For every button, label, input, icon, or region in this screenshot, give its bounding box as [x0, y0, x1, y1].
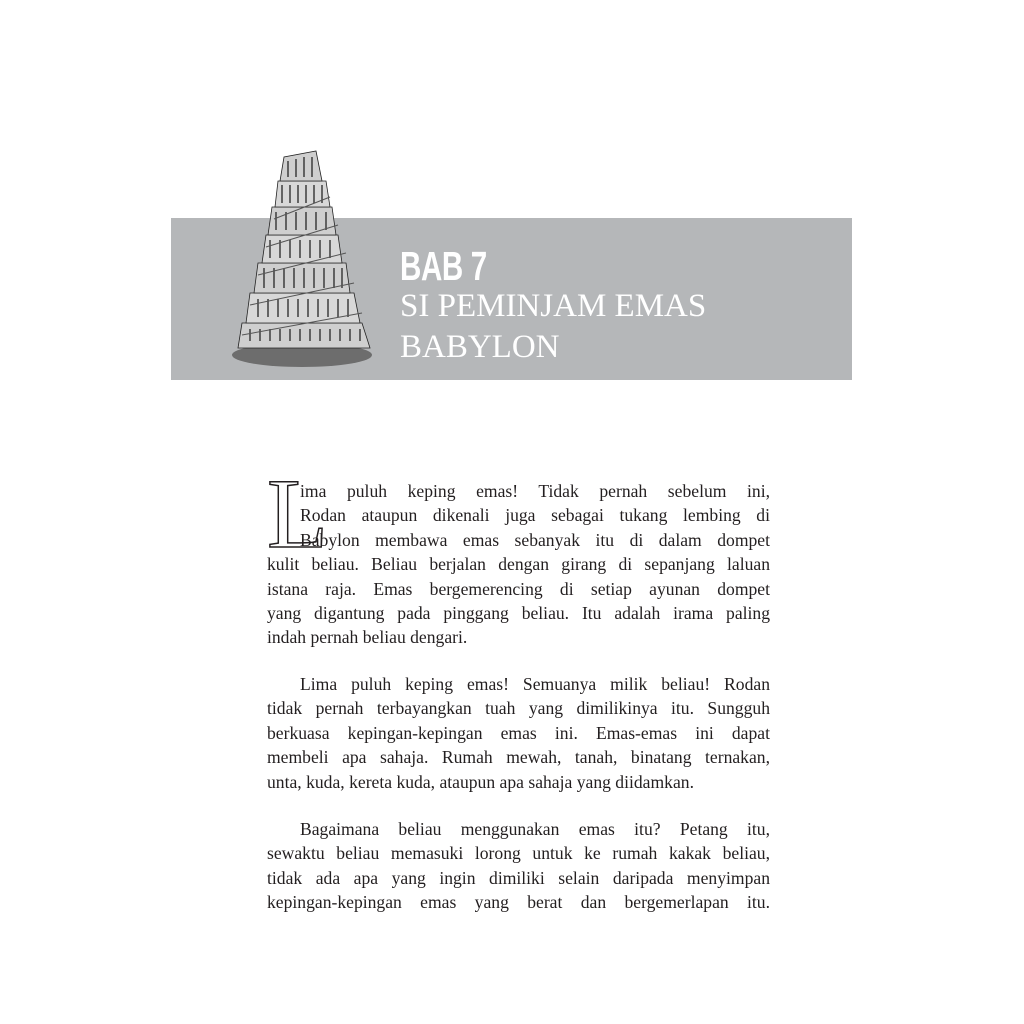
text-line: berkuasa kepingan-kepingan emas ini. Emas-emas ini dapat — [267, 722, 770, 743]
text-line: Babylon membawa emas sebanyak itu di dalam dompet — [300, 529, 770, 550]
text-line: membeli apa sahaja. Rumah mewah, tanah, binatang ternakan, — [267, 747, 770, 768]
paragraph-1 — [267, 479, 770, 650]
text-line: Rodan ataupun dikenali juga sebagai tukang lembing di — [300, 505, 770, 526]
chapter-title — [400, 286, 706, 368]
text-line: Lima puluh keping emas! Semuanya milik beliau! Rodan — [300, 674, 770, 694]
text-line: yang digantung pada pinggang beliau. Itu adalah irama paling — [267, 603, 770, 624]
text-line: sewaktu beliau memasuki lorong untuk ke rumah kakak beliau, — [267, 843, 770, 864]
chapter-number: BAB 7 — [400, 243, 487, 289]
paragraph-2 — [267, 672, 770, 794]
text-line: istana raja. Emas bergemerencing di setiap ayunan dompet — [267, 578, 770, 599]
text-line: kulit beliau. Beliau berjalan dengan girang di sepanjang laluan — [267, 554, 770, 575]
text-line: indah pernah beliau dengari. — [267, 627, 468, 648]
chapter-title-line: SI PEMINJAM EMAS — [400, 288, 707, 324]
paragraph-3 — [267, 817, 770, 915]
text-line: ima puluh keping emas! Tidak pernah sebelum ini, — [300, 481, 770, 501]
tower-of-babel-illustration — [230, 143, 380, 375]
chapter-title-line: BABYLON — [400, 329, 560, 365]
drop-cap: L — [267, 458, 329, 569]
text-line: tidak ada apa yang ingin dimiliki selain daripada menyimpan — [267, 867, 770, 888]
text-line: tidak pernah terbayangkan tuah yang dimilikinya itu. Sungguh — [267, 698, 770, 719]
text-line: kepingan-kepingan emas yang berat dan bergemerlapan itu. — [267, 892, 770, 913]
text-line: unta, kuda, kereta kuda, ataupun apa sahaja yang diidamkan. — [267, 771, 694, 792]
text-line: Bagaimana beliau menggunakan emas itu? Petang itu, — [300, 819, 770, 839]
